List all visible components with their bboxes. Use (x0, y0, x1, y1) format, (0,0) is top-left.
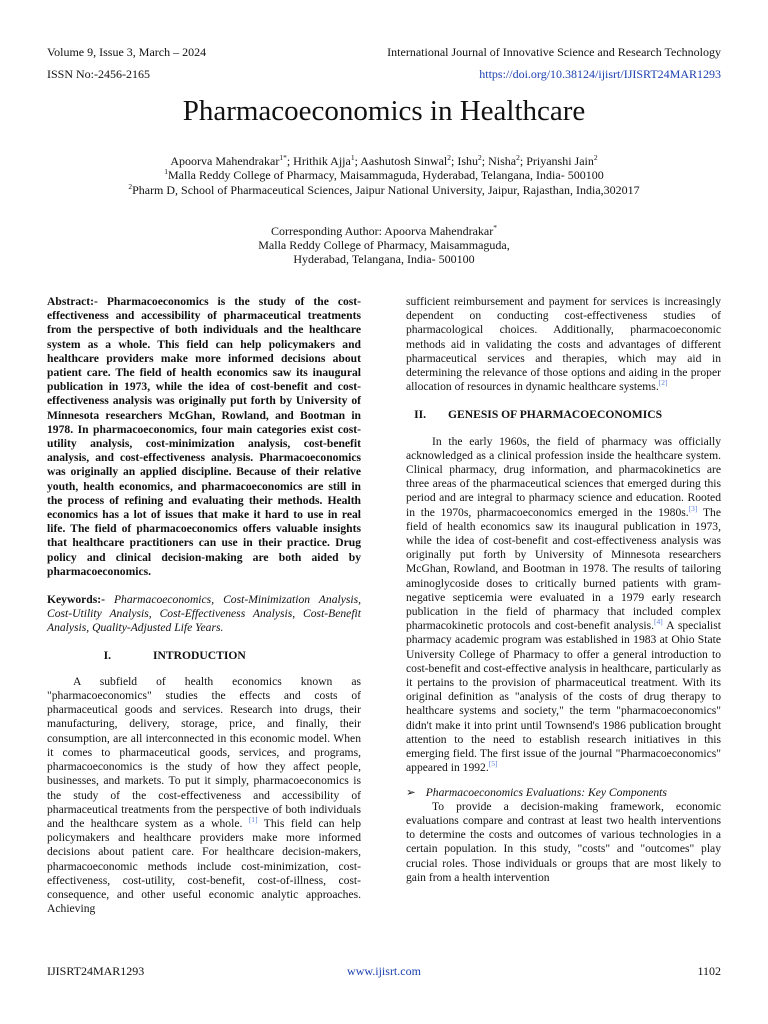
corresponding-label: Corresponding Author: Apoorva Mahendrakar (270, 224, 494, 238)
section-number: II. (414, 408, 426, 422)
volume-info: Volume 9, Issue 3, March – 2024 (47, 45, 207, 59)
section-title: INTRODUCTION (153, 648, 246, 662)
keywords (47, 593, 361, 636)
affiliation-text: Pharm D, School of Pharmaceutical Sciences, Jaipur National University, Jaipur, Rajasthan, India,302017 (132, 183, 640, 197)
citation-link[interactable]: [2] (658, 378, 668, 388)
paragraph-text: This field can help policymakers and healthcare providers make more informed decisions about patient care. For healthcare decision-makers, pharmacoeconomic methods include cost-minimization, cost-effectiveness, cost-utility, cost-benefit, cost-of-illness, cost-consequence, and other useful economic analytic approaches. Achieving (47, 816, 361, 916)
section-title: GENESIS OF PHARMACOECONOMICS (448, 408, 663, 422)
genesis-paragraph (406, 435, 721, 776)
section-heading-genesis (406, 408, 721, 422)
paragraph-text: The field of health economics saw its inaugural publication in 1973, while the idea of cost-benefit and cost-effectiveness analysis was originally put forth by University of Minnesota researchers McGhan, Rowland, and Bootman in 1978. The results of tailoring aminoglycoside doses to critically burned patients with gram-negative septicemia were evaluated in a 1979 early research publication in the field of pharmacy that included complex pharmacokinetic protocols and cost-benefit analysis. (406, 505, 721, 633)
paragraph-text: In the early 1960s, the field of pharmacy was officially acknowledged as a clinical profession inside the healthcare system. Clinical pharmacy, drug information, and pharmacokinetics are three areas of the pharmaceutical sciences that emerged during this period and are integral to pharmacy science and education. Rooted in the 1970s, pharmacoeconomics emerged in the 1980s. (406, 434, 721, 519)
section-number: I. (103, 648, 111, 662)
author: ; Hrithik Ajja (286, 154, 351, 168)
footer-site[interactable] (0, 964, 768, 978)
author-sup: 2 (593, 153, 598, 162)
continued-paragraph (406, 295, 721, 394)
section-heading-introduction (47, 649, 361, 663)
author: ; Nisha (481, 154, 517, 168)
affiliation-2 (0, 183, 768, 198)
doi-link[interactable]: https://doi.org/10.38124/ijisrt/IJISRT24MAR1293 (479, 67, 721, 81)
keywords-label: Keywords:- (47, 593, 105, 607)
citation-link[interactable]: [5] (488, 759, 498, 769)
author-sup: 2 (516, 153, 520, 162)
author-sup: 2 (447, 153, 452, 162)
affiliation-text: Malla Reddy College of Pharmacy, Maisammaguda, Hyderabad, Telangana, India- 500100 (168, 168, 604, 182)
paragraph-text: sufficient reimbursement and payment for services is increasingly dependent on conducting cost-effectiveness studies of pharmacological choices. Additionally, pharmacoeconomic methods aid in validating the costs and advantages of different pharmaceutical services and therapies, which may aid in determining the relevance of those options and aiding in the proper allocation of resources in dynamic healthcare systems. (406, 295, 721, 394)
right-column (406, 295, 721, 885)
affiliation-sup: 1 (164, 167, 169, 176)
doi[interactable] (479, 67, 721, 81)
left-column (47, 295, 361, 916)
corresponding-affiliation: Malla Reddy College of Pharmacy, Maisammaguda, (258, 238, 510, 252)
citation-link[interactable]: [4] (654, 617, 663, 627)
site-link[interactable]: www.ijisrt.com (347, 964, 421, 978)
abstract: Abstract:- Pharmacoeconomics is the study of the cost-effectiveness and accessibility of pharmaceutical treatments from the perspective of both individuals and the healthcare system as a whole. This field can help policymakers and healthcare providers make more informed decisions about patient care. The field of health economics saw its inaugural publication in 1973, while the idea of cost-benefit and cost-effectiveness analysis was originally put forth by University of Minnesota researchers McGhan, Rowland, and Bootman in 1978. In pharmacoeconomics, four main categories exist cost-utility analysis, cost-minimization analysis, cost-benefit analysis, and cost-effectiveness analysis. Pharmacoeconomics was originally an applied discipline. Because of their relative youth, health economics, and pharmacoeconomics are still in the process of refining and evaluating their methods. Health economics has a lot of issues that make it hard to use in real life. The field of pharmacoeconomics offers valuable insights that healthcare practitioners can use in their practice. Drug policy and clinical decision-making are both aided by pharmacoeconomics. (47, 295, 361, 578)
author: ; Aashutosh Sinwal (354, 154, 448, 168)
introduction-paragraph (47, 675, 361, 916)
citation-link[interactable]: [1] (248, 815, 258, 825)
arrow-bullet-icon: ➢ (406, 785, 416, 799)
author: Apoorva Mahendrakar (170, 154, 280, 168)
author: ; Priyanshi Jain (519, 154, 594, 168)
author: ; Ishu (451, 154, 479, 168)
evaluation-paragraph: To provide a decision-making framework, economic evaluations compare and contrast at least two health interventions to determine the costs and outcomes of various technologies in a certain population. In this study, "costs" and "outcomes" play crucial roles. Those individuals or groups that are most likely to gain from a health intervention (406, 799, 721, 884)
paragraph-text: A specialist pharmacy academic program was established in 1983 at Ohio State University College of Pharmacy to offer a general introduction to cost-benefit and cost-effective analysis in healthcare, particularly as it pertains to the provision of pharmaceutical treatment. With its original definition as "analysis of the costs of drug therapy to healthcare systems and society," the term "pharmacoeconomics" didn't make it into print until Townsend's 1986 publication brought attention to the need to establish research initiatives in this emerging field. The first issue of the journal "Pharmacoeconomics" appeared in 1992. (406, 619, 721, 775)
corresponding-sup: * (493, 223, 498, 232)
subsection-heading (406, 786, 721, 800)
footer-code: IJISRT24MAR1293 (47, 964, 145, 978)
citation-link[interactable]: [3] (688, 503, 698, 513)
page-number: 1102 (697, 964, 721, 978)
subsection-title: Pharmacoeconomics Evaluations: Key Components (425, 785, 667, 799)
author-list (0, 154, 768, 169)
author-sup: 1* (279, 153, 287, 162)
paragraph-text: A subfield of health economics known as "pharmacoeconomics" studies the effects and costs of pharmaceutical goods and services. Research into drugs, their manufacturing, delivery, storage, price, and finally, their consumption, are all interconnected in this economic model. When it comes to pharmaceutical goods, services, and programs, pharmacoeconomics is the study of how they affect people, businesses, and markets. To put it simply, pharmacoeconomics is the study of the cost-effectiveness and accessibility of pharmaceutical treatments from the perspective of both individuals and the healthcare system as a whole. (47, 674, 361, 830)
author-sup: 1 (350, 153, 355, 162)
corresponding-address: Hyderabad, Telangana, India- 500100 (293, 252, 475, 266)
corresponding-author (0, 224, 768, 239)
paper-title: Pharmacoeconomics in Healthcare (182, 95, 586, 127)
affiliation-1 (0, 168, 768, 183)
affiliation-sup: 2 (128, 182, 133, 191)
issn: ISSN No:-2456-2165 (47, 67, 151, 81)
journal-name: International Journal of Innovative Science and Research Technology (387, 45, 721, 59)
keywords-list: Pharmacoeconomics, Cost-Minimization Analysis, Cost-Utility Analysis, Cost-Effectiveness Analysis, Cost-Benefit Analysis, Quality-Adjusted Life Years. (47, 593, 361, 635)
author-sup: 2 (478, 153, 482, 162)
